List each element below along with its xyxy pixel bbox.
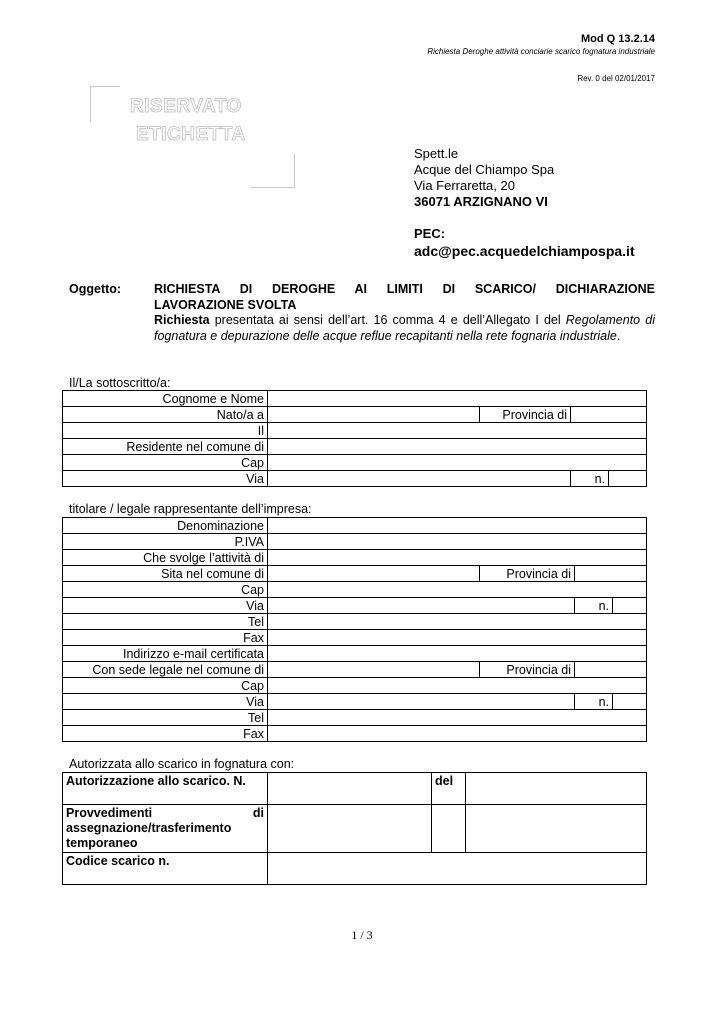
street-number-label: n.	[571, 471, 609, 487]
legal-seat-province-label: Provincia di	[480, 662, 575, 678]
location-province-field[interactable]	[575, 566, 647, 582]
form-subtitle: Richiesta Deroghe attività conciarie scarico fognatura industriale	[427, 47, 655, 56]
subject-body-bold: Richiesta	[154, 313, 210, 327]
cap-field[interactable]	[268, 455, 647, 471]
table-row	[63, 678, 647, 694]
table-row	[63, 694, 647, 710]
pec-address: adc@pec.acquedelchiampospa.it	[414, 243, 635, 259]
street-label: Via	[63, 471, 268, 487]
company-table	[62, 517, 647, 742]
residence-field[interactable]	[268, 439, 647, 455]
birthplace-field[interactable]	[268, 407, 480, 423]
company-cap-label: Cap	[63, 582, 268, 598]
table-row	[63, 423, 647, 439]
company-street-number-label: n.	[575, 598, 613, 614]
activity-field[interactable]	[268, 550, 647, 566]
company-cap-field[interactable]	[268, 582, 647, 598]
reserved-label-area	[90, 86, 295, 188]
certified-email-label: Indirizzo e-mail certificata	[63, 646, 268, 662]
company-tel-label: Tel	[63, 614, 268, 630]
table-row	[63, 630, 647, 646]
discharge-code-field[interactable]	[268, 853, 647, 885]
table-row	[63, 455, 647, 471]
cap-label: Cap	[63, 455, 268, 471]
authorization-table	[62, 772, 647, 885]
company-fax-label: Fax	[63, 630, 268, 646]
authorization-caption: Autorizzata allo scarico in fognatura con:	[69, 757, 295, 771]
surname-label: Cognome e Nome	[63, 391, 268, 407]
legal-street-label: Via	[63, 694, 268, 710]
legal-tel-label: Tel	[63, 710, 268, 726]
company-name-label: Denominazione	[63, 518, 268, 534]
location-field[interactable]	[268, 566, 480, 582]
recipient-city: 36071 ARZIGNANO VI	[414, 194, 548, 209]
table-row	[63, 407, 647, 423]
table-row	[63, 582, 647, 598]
recipient-name: Acque del Chiampo Spa	[414, 162, 555, 177]
pec-label: PEC:	[414, 226, 446, 241]
legal-seat-province-field[interactable]	[575, 662, 647, 678]
residence-label: Residente nel comune di	[63, 439, 268, 455]
legal-street-number-label: n.	[575, 694, 613, 710]
recipient-address	[414, 146, 635, 260]
street-field[interactable]	[268, 471, 571, 487]
vat-label: P.IVA	[63, 534, 268, 550]
birthdate-field[interactable]	[268, 423, 647, 439]
provisions-date-field[interactable]	[432, 805, 466, 853]
table-row	[63, 773, 647, 805]
street-number-field[interactable]	[609, 471, 647, 487]
table-row	[63, 853, 647, 885]
table-row	[63, 598, 647, 614]
subject-body-end: .	[616, 328, 621, 343]
provisions-extra-field[interactable]	[466, 805, 647, 853]
location-province-label: Provincia di	[480, 566, 575, 582]
table-row	[63, 439, 647, 455]
authorization-date-field[interactable]	[466, 773, 647, 805]
stamp-line-1: RISERVATO	[130, 96, 242, 117]
legal-cap-label: Cap	[63, 678, 268, 694]
certified-email-field[interactable]	[268, 646, 647, 662]
subject-label: Oggetto:	[69, 282, 122, 296]
table-row	[63, 726, 647, 742]
legal-street-number-field[interactable]	[613, 694, 647, 710]
signer-table	[62, 390, 647, 487]
provisions-field[interactable]	[268, 805, 432, 853]
subject-text	[154, 282, 655, 344]
company-name-field[interactable]	[268, 518, 647, 534]
legal-cap-field[interactable]	[268, 678, 647, 694]
form-code: Mod Q 13.2.14	[581, 33, 655, 45]
discharge-code-label: Codice scarico n.	[63, 853, 268, 885]
birth-province-field[interactable]	[571, 407, 647, 423]
company-tel-field[interactable]	[268, 614, 647, 630]
legal-seat-label: Con sede legale nel comune di	[63, 662, 268, 678]
birth-province-label: Provincia di	[480, 407, 571, 423]
table-row	[63, 805, 647, 853]
subject-body	[154, 313, 655, 344]
birthdate-label: Il	[63, 423, 268, 439]
birthplace-label: Nato/a a	[63, 407, 268, 423]
page-number: 1 / 3	[351, 928, 373, 942]
legal-seat-field[interactable]	[268, 662, 480, 678]
activity-label: Che svolge l’attività di	[63, 550, 268, 566]
table-row	[63, 566, 647, 582]
provisions-label: Provvedimenti di assegnazione/trasferimento temporaneo	[63, 805, 268, 853]
legal-street-field[interactable]	[268, 694, 575, 710]
company-street-label: Via	[63, 598, 268, 614]
legal-fax-field[interactable]	[268, 726, 647, 742]
table-row	[63, 471, 647, 487]
location-label: Sita nel comune di	[63, 566, 268, 582]
surname-field[interactable]	[268, 391, 647, 407]
table-row	[63, 614, 647, 630]
salutation: Spett.le	[414, 146, 459, 161]
subject-title-line-2: LAVORAZIONE SVOLTA	[154, 297, 297, 312]
company-fax-field[interactable]	[268, 630, 647, 646]
table-row	[63, 710, 647, 726]
company-street-number-field[interactable]	[613, 598, 647, 614]
table-row	[63, 518, 647, 534]
stamp-line-2: ETICHETTA	[136, 124, 246, 145]
vat-field[interactable]	[268, 534, 647, 550]
legal-fax-label: Fax	[63, 726, 268, 742]
authorization-number-label: Autorizzazione allo scarico. N.	[63, 773, 268, 805]
table-row	[63, 550, 647, 566]
legal-tel-field[interactable]	[268, 710, 647, 726]
company-caption: titolare / legale rappresentante dell’impresa:	[69, 502, 312, 516]
authorization-date-label: del	[432, 773, 466, 805]
signer-caption: Il/La sottoscritto/a:	[69, 376, 171, 390]
company-street-field[interactable]	[268, 598, 575, 614]
subject-body-italic: Regolamento di fognatura e depurazione delle acque reflue recapitanti nella rete fognaria industriale	[154, 313, 655, 343]
table-row	[63, 391, 647, 407]
form-revision: Rev. 0 del 02/01/2017	[577, 74, 655, 83]
authorization-number-field[interactable]	[268, 773, 432, 805]
table-row	[63, 534, 647, 550]
subject-title-line-1: RICHIESTA DI DEROGHE AI LIMITI DI SCARICO/ DICHIARAZIONE	[154, 282, 655, 296]
table-row	[63, 646, 647, 662]
subject-body-text: presentata ai sensi dell’art. 16 comma 4 e dell’Allegato I del	[209, 313, 566, 327]
recipient-street: Via Ferraretta, 20	[414, 178, 515, 193]
table-row	[63, 662, 647, 678]
